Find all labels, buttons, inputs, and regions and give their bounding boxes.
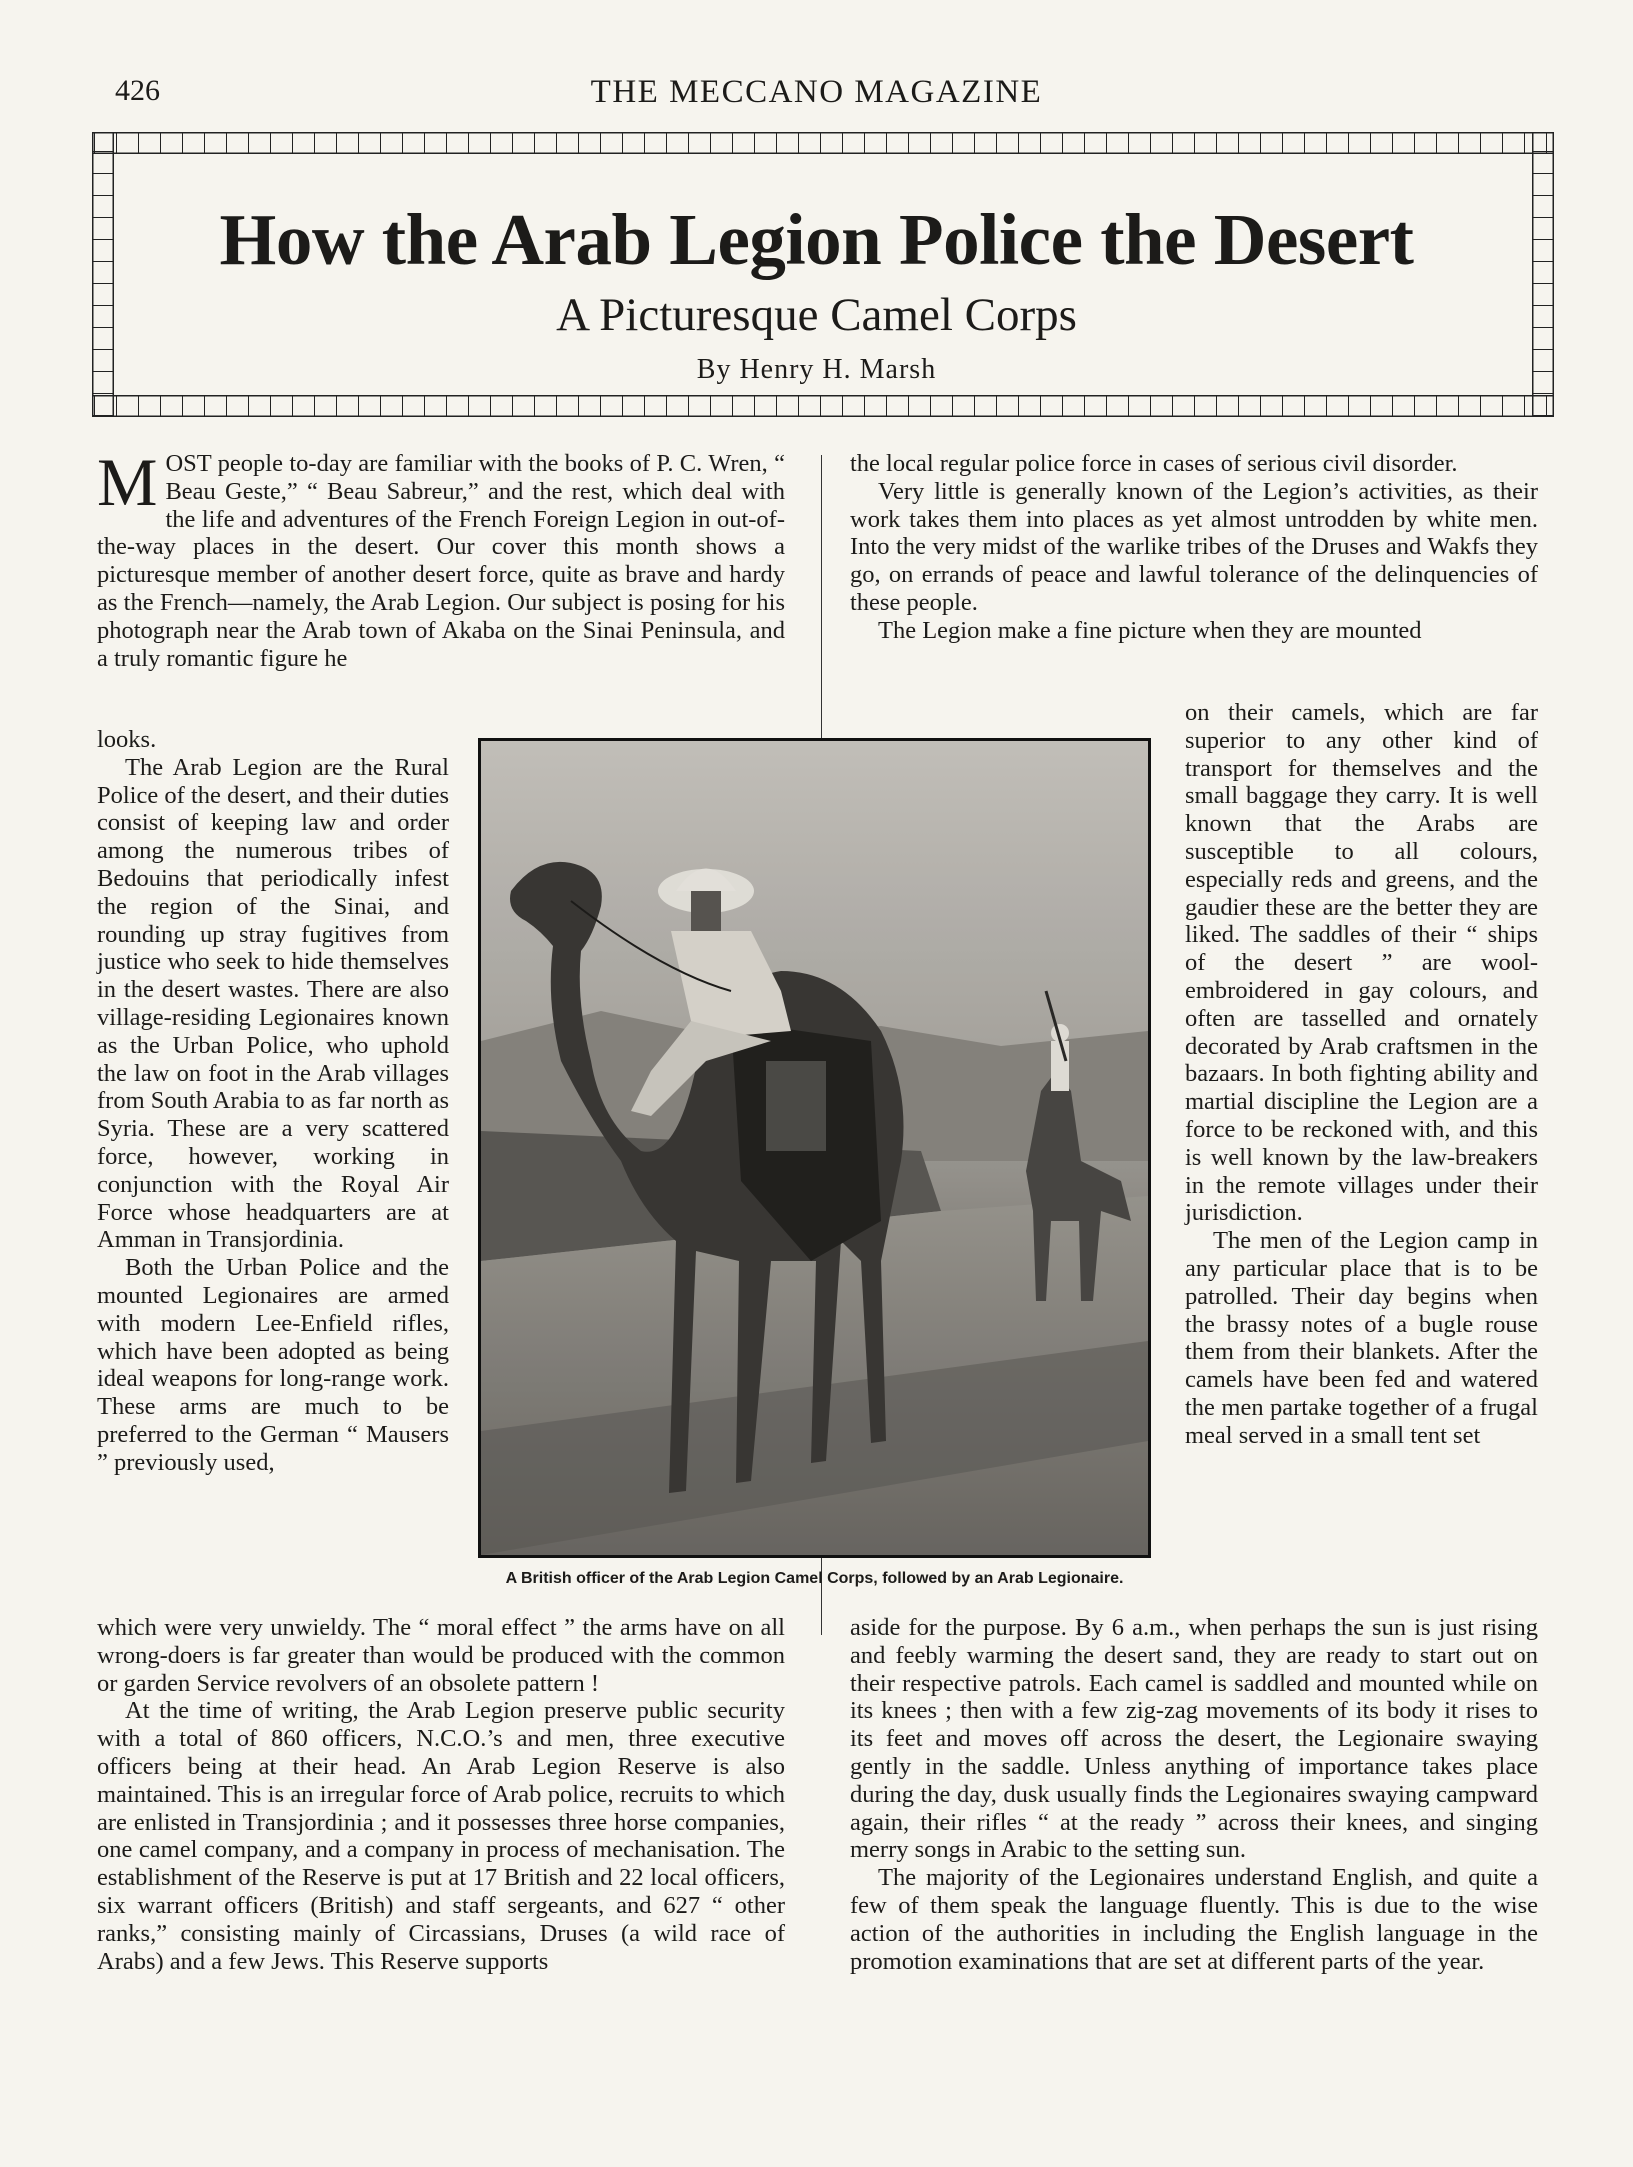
byline: By Henry H. Marsh (696, 354, 937, 385)
right-paragraph-4-continued: aside for the purpose. By 6 a.m., when perhaps the sun is just rising and feebly warming the desert sand, they are ready to start out on their respective patrols. Each camel is saddled and mounted while on its knees ; then with a few zig-zag movements of its body it rises to its feet and moves off across the desert, the Legionaire swaying gently in the saddle. Unless anything of importance takes place during the day, dusk usually finds the Legionaires swaying campward again, their rifles “ at the ready ” across their knees, and singing merry songs in Arabic to the setting sun. (850, 1614, 1538, 1864)
subtitle: A Picturesque Camel Corps (556, 289, 1077, 341)
left-column-bottom (97, 1614, 785, 1975)
right-paragraph-3-continued: on their camels, which are far superior to any other kind of transport for themselves and the small baggage they carry. It is well known that the Arabs are susceptible to all colours, especially reds and greens, and the gaudier these are the better they are liked. The saddles of their “ ships of the desert ” are wool-embroidered in gay colours, and often are tasselled and ornately decorated by Arab craftsmen in the bazaars. In both fighting ability and martial discipline the Legion are a force to be reckoned with, and this is well known by the law-breakers in the remote villages under their jurisdiction. (1185, 699, 1538, 1227)
right-column-top (850, 450, 1538, 645)
title-border-top (92, 132, 1554, 154)
left-paragraph-3: Both the Urban Police and the mounted Legionaires are armed with modern Lee-Enfield rifles, which have been adopted as being ideal weapons for long-range work. These arms are much to be preferred to the German “ Mausers ” previously used, (97, 1254, 449, 1476)
page-number: 426 (115, 74, 160, 107)
left-paragraph-4: At the time of writing, the Arab Legion preserve public security with a total of 860 officers, N.C.O.’s and men, three executive officers being at their head. An Arab Legion Reserve is also maintained. This is an irregular force of Arab police, recruits to which are enlisted in Transjordinia ; and it possesses three horse companies, one camel company, and a company in process of mechanisation. The establishment of the Reserve is put at 17 British and 22 local officers, six warrant officers (British) and staff sergeants, and 627 “ other ranks,” consisting mainly of Circassians, Druses (a wild race of Arabs) and a few Jews. This Reserve supports (97, 1697, 785, 1975)
right-column-narrow (1185, 699, 1538, 1450)
left-column-narrow (97, 726, 449, 1477)
running-title: THE MECCANO MAGAZINE (590, 74, 1043, 110)
left-paragraph-2: The Arab Legion are the Rural Police of the desert, and their duties consist of keeping law and order among the numerous tribes of Bedouins that periodically infest the region of the Sinai, and rounding up stray fugitives from justice who seek to hide themselves in the desert wastes. There are also village-residing Legionaires known as the Urban Police, who uphold the law on foot in the Arab villages from South Arabia to as far north as Syria. These are a very scattered force, however, working in conjunction with the Royal Air Force whose headquarters are at Amman in Transjordinia. (97, 753, 449, 1254)
left-column-top (97, 444, 785, 672)
right-paragraph-5: The majority of the Legionaires understand English, and quite a few of them speak the language fluently. This is due to the wise action of the authorities in including the English language in the promotion examinations that are set at different parts of the year. (850, 1864, 1538, 1975)
drop-cap: M (97, 444, 158, 520)
right-paragraph-1: the local regular police force in cases of serious civil disorder. (850, 450, 1458, 477)
headline: How the Arab Legion Police the Desert (219, 199, 1414, 280)
right-paragraph-3: The Legion make a fine picture when they are mounted (878, 616, 1422, 644)
right-paragraph-4: The men of the Legion camp in any particular place that is to be patrolled. Their day begins when the brassy notes of a bugle rouse them from their blankets. After the camels have been fed and watered the men partake together of a frugal meal served in a small tent set (1185, 1227, 1538, 1449)
photo-illustration (481, 741, 1148, 1555)
photo-caption: A British officer of the Arab Legion Camel Corps, followed by an Arab Legionaire. (505, 1570, 1124, 1587)
right-column-bottom (850, 1614, 1538, 1975)
camel-corps-photograph (478, 738, 1151, 1558)
title-border-bottom (92, 395, 1554, 417)
left-paragraph-1: OST people to-day are familiar with the books of P. C. Wren, “ Beau Geste,” “ Beau Sabreur,” and the rest, which deal with the life and adventures of the French Foreign Legion in out-of-the-way places in the desert. Our cover this month shows a picturesque member of another desert force, quite as brave and hardy as the French—namely, the Arab Legion. Our subject is posing for his photograph near the Arab town of Akaba on the Sinai Peninsula, and a truly romantic figure he (97, 450, 785, 672)
left-paragraph-3-continued: which were very unwieldy. The “ moral effect ” the arms have on all wrong-doers is far greater than would be produced with the common or garden Service revolvers of an obsolete pattern ! (97, 1614, 785, 1697)
left-paragraph-1-end: looks. (97, 726, 157, 753)
right-paragraph-2: Very little is generally known of the Legion’s activities, as their work takes them into places as yet almost untrodden by white men. Into the very midst of the warlike tribes of the Druses and Wakfs they go, on errands of peace and lawful tolerance of the delinquencies of these people. (850, 477, 1538, 616)
